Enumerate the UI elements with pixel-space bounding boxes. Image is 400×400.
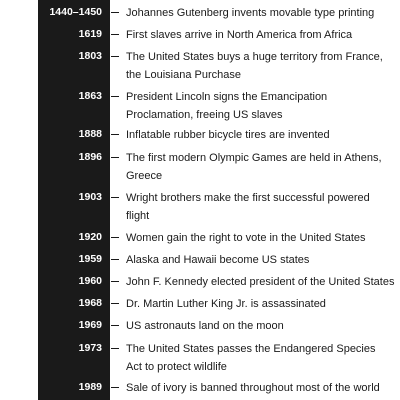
timeline-dash (111, 281, 119, 282)
timeline-event: The United States passes the Endangered Species Act to protect wildlife (126, 343, 376, 373)
timeline-dash (111, 197, 119, 198)
timeline-event: Inflatable rubber bicycle tires are invented (126, 129, 330, 141)
timeline-dash (111, 12, 119, 13)
timeline-event: President Lincoln signs the Emancipation Proclamation, freeing US slaves (126, 91, 328, 121)
timeline-year: 1888 (78, 128, 102, 140)
timeline-event: Dr. Martin Luther King Jr. is assassinated (126, 298, 326, 310)
timeline-dash (111, 259, 119, 260)
timeline-event: The first modern Olympic Games are held in Athens, Greece (126, 152, 382, 182)
timeline-event: Sale of ivory is banned throughout most of the world (126, 382, 380, 394)
timeline-dash (111, 325, 119, 326)
timeline-dash (111, 303, 119, 304)
timeline-year: 1440–1450 (49, 6, 102, 18)
timeline-event: US astronauts land on the moon (126, 320, 284, 332)
timeline-year: 1959 (78, 253, 102, 265)
timeline-dash (111, 237, 119, 238)
timeline-year: 1896 (78, 151, 102, 163)
timeline-year: 1969 (78, 319, 102, 331)
timeline-year: 1968 (78, 297, 102, 309)
timeline-event: The United States buys a huge territory from France, the Louisiana Purchase (126, 51, 383, 81)
timeline-dash (111, 134, 119, 135)
timeline-year: 1803 (78, 50, 102, 62)
timeline-year: 1960 (78, 275, 102, 287)
timeline-year: 1903 (78, 191, 102, 203)
timeline-dash (111, 348, 119, 349)
timeline-event: First slaves arrive in North America from Africa (126, 29, 353, 41)
timeline-dash (111, 157, 119, 158)
timeline-year: 1920 (78, 231, 102, 243)
timeline-dash (111, 56, 119, 57)
timeline-year: 1989 (78, 381, 102, 393)
timeline-event: John F. Kennedy elected president of the United States (126, 276, 395, 288)
timeline-event: Alaska and Hawaii become US states (126, 254, 310, 266)
timeline-event: Wright brothers make the first successful powered flight (126, 192, 370, 222)
timeline-year: 1973 (78, 342, 102, 354)
timeline-event: Women gain the right to vote in the United States (126, 232, 366, 244)
timeline-dash (111, 387, 119, 388)
timeline-year: 1619 (78, 28, 102, 40)
timeline-dash (111, 34, 119, 35)
timeline-year: 1863 (78, 90, 102, 102)
timeline-dash (111, 96, 119, 97)
timeline-event: Johannes Gutenberg invents movable type printing (126, 7, 375, 19)
